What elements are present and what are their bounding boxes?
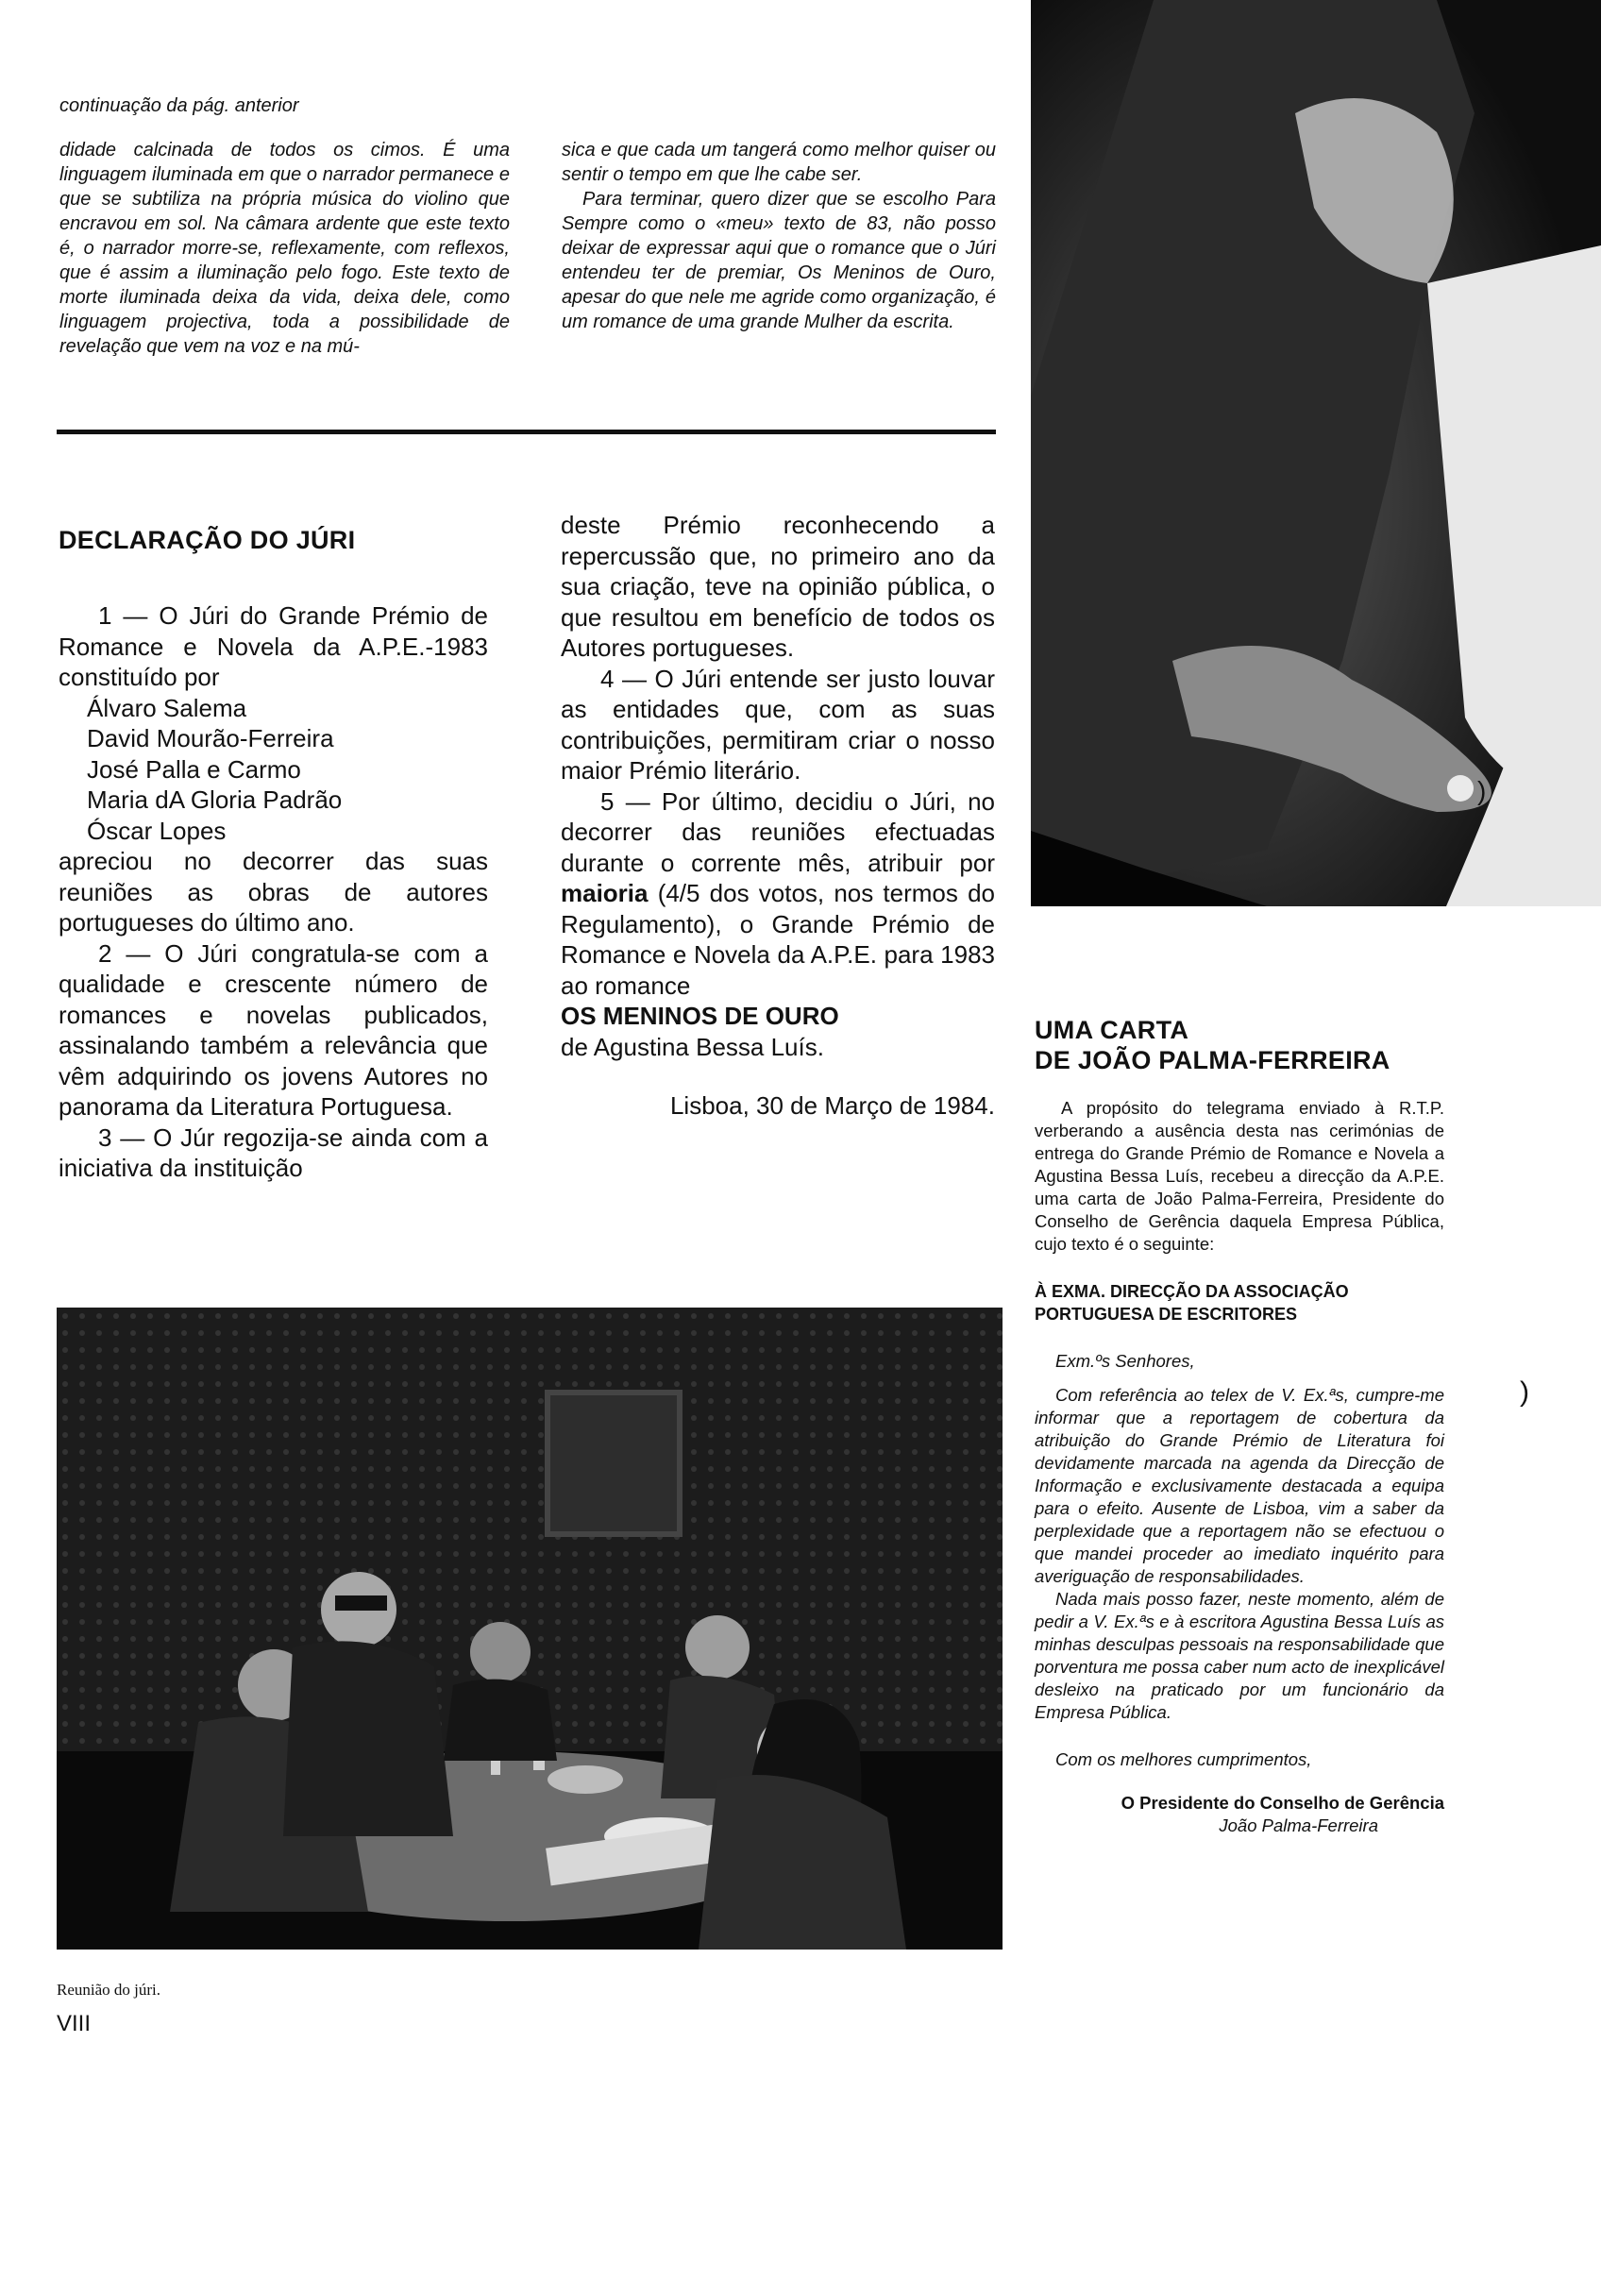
carta-signature-name: João Palma-Ferreira [1219,1815,1378,1835]
carta-column [1035,1097,1444,1837]
carta-title [1035,1015,1390,1075]
hand-photo-graphic [1031,0,1601,906]
jury-meeting-photo [57,1308,1003,1950]
jury-member: Maria dA Gloria Padrão [87,785,343,814]
declaration-p5-bold: maioria [561,879,649,907]
jury-member: Óscar Lopes [87,816,227,845]
top-left-column: didade calcinada de todos os cimos. É uma linguagem iluminada em que o narrador permanece e que se subtiliza na própria música do violino que encravou em sol. Na câmara ardente que este texto é, o narrador morre-se, reflexamente, com reflexos, que é assim a iluminação pelo fogo. Este texto de morte iluminada deixa da vida, deixa dele, como linguagem projectiva, toda a possibilidade de revelação que vem na voz e na mú- [59,140,510,357]
jury-members-list [59,693,488,847]
carta-signature-title: O Presidente do Conselho de Gerência [1121,1793,1444,1813]
carta-address-line2: PORTUGUESA DE ESCRITORES [1035,1305,1298,1324]
continuation-note: continuação da pág. anterior [59,95,299,116]
declaration-p4: 4 — O Júri entende ser justo louvar as entidades que, com as suas contribuições, permitiram criar o nosso maior Prémio literário. [561,664,995,785]
photo-caption: Reunião do júri. [57,1981,161,1999]
meeting-photo-graphic [57,1308,1003,1950]
carta-address-line1: À EXMA. DIRECÇÃO DA ASSOCIAÇÃO [1035,1282,1349,1301]
declaration-title: DECLARAÇÃO DO JÚRI [59,526,356,554]
carta-address [1035,1280,1444,1325]
declaration-p1-end: apreciou no decorrer das suas reuniões as obras de autores portugueses do último ano. [59,847,488,937]
top-right-column [562,138,996,334]
jury-member: Álvaro Salema [87,693,247,722]
jury-member: José Palla e Carmo [87,754,301,784]
top-right-photo [1031,0,1601,906]
carta-closing: Com os melhores cumprimentos, [1055,1749,1312,1769]
declaration-p3: 3 — O Júr regozija-se ainda com a iniciativa da instituição [59,1123,488,1182]
page-number: VIII [57,2011,92,2036]
jury-member: David Mourão-Ferreira [87,724,334,752]
declaration-p5 [561,786,995,1002]
declaration-date: Lisboa, 30 de Março de 1984. [669,1091,995,1120]
carta-title-line1: UMA CARTA [1035,1016,1189,1044]
stray-mark: ) [1520,1376,1529,1408]
carta-salutation: Exm.ºs Senhores, [1055,1351,1195,1371]
carta-intro: A propósito do telegrama enviado à R.T.P. verberando a ausência desta nas cerimónias de entrega do Grande Prémio de Romance e Novela a Agustina Bessa Luís, recebeu a direcção da A.P.E. uma carta de João Palma-Ferreira, Presidente do Conselho de Gerência daquela Empresa Pública, cujo texto é o seguinte: [1035,1098,1444,1254]
carta-body2: Nada mais posso fazer, neste momento, além de pedir a V. Ex.ªs e à escritora Agustina Bessa Luís as minhas desculpas pessoais na responsabilidade que porventura me possa caber num acto de inexplicável desleixo na praticado por um funcionário da Empresa Pública. [1035,1589,1444,1722]
book-title: OS MENINOS DE OURO [561,1002,839,1030]
stray-mark: ) [1477,776,1487,805]
declaration-right-column [561,510,995,1122]
book-author: de Agustina Bessa Luís. [561,1032,824,1061]
top-right-p2: Para terminar, quero dizer que se escolho Para Sempre como o «meu» texto de 83, não posso deixar de expressar aqui que o romance que o Júri entendeu ter de premiar, Os Meninos de Ouro, apesar do que nele me agride como organização, é um romance de uma grande Mulher da escrita. [562,189,996,332]
carta-title-line2: DE JOÃO PALMA-FERREIRA [1035,1046,1390,1074]
declaration-p2: 2 — O Júri congratula-se com a qualidade e crescente número de romances e novelas publicados, assinalando também a relevância que vêm adquirindo os jovens Autores no panorama da Literatura Portuguesa. [59,938,488,1121]
top-right-p1: sica e que cada um tangerá como melhor quiser ou sentir o tempo em que lhe cabe ser. [562,140,996,185]
declaration-p3-cont: deste Prémio reconhecendo a repercussão que, no primeiro ano da sua criação, teve na opinião pública, o que resultou em benefício de todos os Autores portugueses. [561,511,995,662]
declaration-p5-b: (4/5 dos votos, nos termos do Regulamento), o Grande Prémio de Romance e Novela da A.P.E. para 1983 ao romance [561,879,995,1000]
declaration-left-column [59,600,488,1184]
divider-rule [57,430,996,434]
carta-body1: Com referência ao telex de V. Ex.ªs, cumpre-me informar que a reportagem de cobertura da atribuição do Grande Prémio de Literatura foi devidamente marcada na agenda da Direcção de Informação e exclusivamente destacada a equipa para o efeito. Ausente de Lisboa, vim a saber da perplexidade que a reportagem não se efectuou o que mandei proceder ao imediato inquérito para averiguação de responsabilidades. [1035,1385,1444,1586]
declaration-p1: 1 — O Júri do Grande Prémio de Romance e Novela da A.P.E.-1983 constituído por [59,601,488,691]
declaration-p5-a: 5 — Por último, decidiu o Júri, no decorrer das reuniões efectuadas durante o corrente mês, atribuir por [561,786,995,877]
